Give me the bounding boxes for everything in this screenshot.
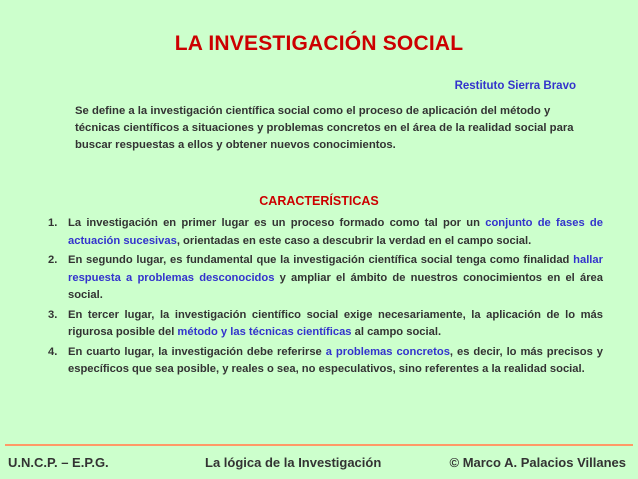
footer-institution: U.N.C.P. – E.P.G. bbox=[8, 455, 109, 470]
item-number: 1. bbox=[48, 217, 58, 229]
item-highlight: conjunto de fases de actuación sucesivas bbox=[68, 217, 603, 247]
definition-paragraph: Se define a la investigación científica social como el proceso de aplicación del método y técnicas científicos a situaciones y problemas concretos en el área de la realidad social para buscar respuestas a ellos y obtener nuevos conocimientos. bbox=[75, 105, 574, 151]
item-text: La investigación en primer lugar es un proceso formado como tal por un bbox=[68, 217, 486, 229]
list-item bbox=[48, 215, 603, 250]
item-text-end: y ampliar el ámbito de nuestros conocimientos en el área social. bbox=[68, 271, 604, 301]
item-number: 2. bbox=[48, 254, 58, 266]
item-text-end: al campo social. bbox=[351, 326, 442, 338]
characteristics-heading: CARACTERÍSTICAS bbox=[259, 194, 379, 208]
item-number: 4. bbox=[48, 345, 58, 358]
footer-copyright: © Marco A. Palacios Villanes bbox=[449, 455, 626, 470]
footer-divider bbox=[5, 444, 633, 446]
item-text: En tercer lugar, la investigación científico social exige necesariamente, la aplicación de lo más rigurosa posible del bbox=[68, 308, 603, 338]
list-item bbox=[48, 252, 603, 305]
item-text: En cuarto lugar, la investigación debe referirse bbox=[68, 345, 326, 358]
item-text: En segundo lugar, es fundamental que la investigación científica social tenga como finalidad bbox=[68, 254, 574, 266]
list-item bbox=[48, 344, 603, 379]
footer-course: La lógica de la Investigación bbox=[205, 455, 382, 470]
item-highlight: hallar respuesta a problemas desconocidos bbox=[68, 254, 603, 284]
item-highlight: método y las técnicas científicas bbox=[177, 326, 352, 338]
characteristics-list bbox=[48, 215, 603, 381]
item-number: 3. bbox=[48, 308, 58, 321]
item-text-end: , orientadas en este caso a descubrir la verdad en el campo social. bbox=[176, 234, 532, 247]
slide-title: LA INVESTIGACIÓN SOCIAL bbox=[174, 32, 464, 55]
item-text-end: , es decir, lo más precisos y específicos que sea posible, y reales o sea, no especulativos, sino referentes a la realidad social. bbox=[68, 345, 604, 375]
author-name: Restituto Sierra Bravo bbox=[454, 80, 576, 92]
item-highlight: a problemas concretos bbox=[325, 345, 450, 358]
list-item bbox=[48, 307, 603, 342]
